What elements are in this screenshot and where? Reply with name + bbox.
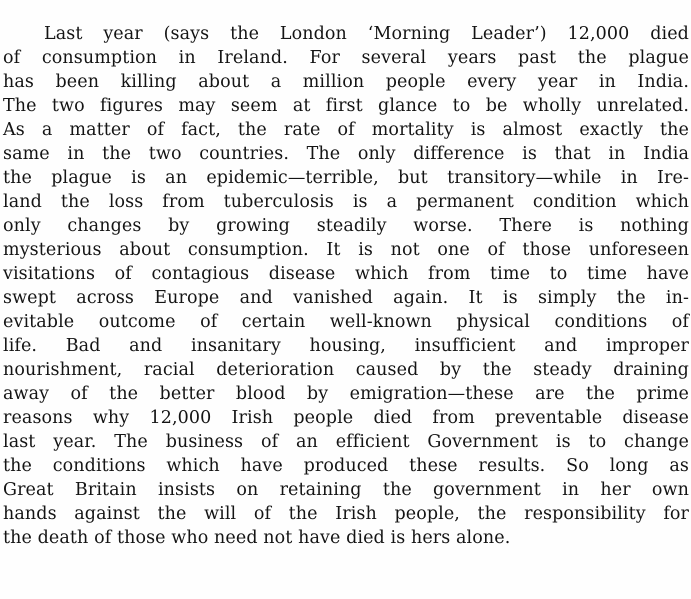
paragraph-line-9: only changes by growing steadily worse. There is nothing (3, 216, 689, 236)
paragraph-line-5: As a matter of fact, the rate of mortality is almost exactly the (3, 120, 689, 140)
paragraph-line-21: hands against the will of the Irish people, the responsibility for (3, 504, 689, 524)
paragraph-line-2: of consumption in Ireland. For several years past the plague (3, 48, 689, 68)
paragraph-line-15: nourishment, racial deterioration caused by the steady draining (3, 360, 689, 380)
paragraph-line-22: the death of those who need not have died is hers alone. (3, 528, 511, 548)
paragraph-line-4: The two figures may seem at first glance to be wholly unrelated. (3, 96, 689, 116)
paragraph-line-1: Last year (says the London ‘Morning Leader’) 12,000 died (44, 24, 689, 44)
paragraph-line-14: life. Bad and insanitary housing, insufficient and improper (3, 336, 689, 356)
paragraph-line-10: mysterious about consumption. It is not one of those unforeseen (3, 240, 689, 260)
paragraph-line-18: last year. The business of an efficient Government is to change (3, 432, 689, 452)
paragraph-line-7: the plague is an epidemic—terrible, but transitory—while in Ire- (3, 168, 689, 188)
paragraph-line-16: away of the better blood by emigration—these are the prime (3, 384, 689, 404)
paragraph-line-13: evitable outcome of certain well-known physical conditions of (3, 312, 689, 332)
paragraph-line-12: swept across Europe and vanished again. It is simply the in- (3, 288, 689, 308)
paragraph-line-3: has been killing about a million people every year in India. (3, 72, 689, 92)
paragraph-line-6: same in the two countries. The only difference is that in India (3, 144, 689, 164)
paragraph-line-11: visitations of contagious disease which from time to time have (3, 264, 689, 284)
paragraph-line-19: the conditions which have produced these results. So long as (3, 456, 689, 476)
paragraph-line-17: reasons why 12,000 Irish people died from preventable disease (3, 408, 689, 428)
paragraph-line-20: Great Britain insists on retaining the government in her own (3, 480, 689, 500)
paragraph-line-8: land the loss from tuberculosis is a permanent condition which (3, 192, 689, 212)
